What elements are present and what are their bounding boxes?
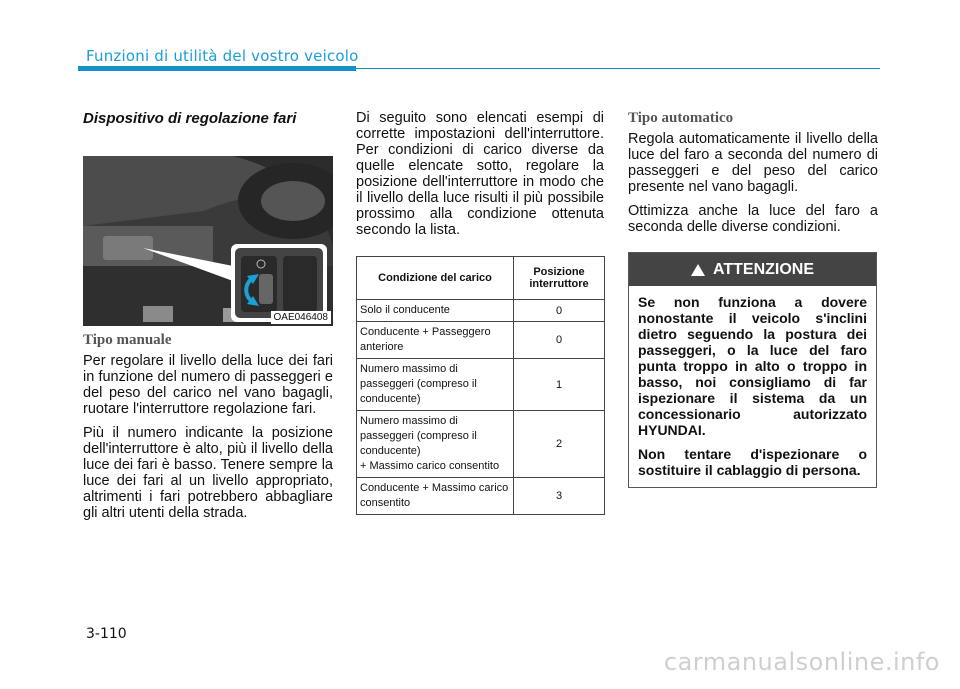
table-cell-position: 0 (514, 322, 605, 359)
intro-paragraph: Di seguito sono elencati esempi di corrette impostazioni dell'interruttore. Per condizioni di carico diverse da quelle elencate sotto, regolare la posizione dell'interruttore in modo che il livello della luce risulti il più possibile prossimo alla condizione ottenuta secondo la lista. (356, 110, 604, 238)
auto-paragraph-2: Ottimizza anche la luce del faro a seconda delle diverse condizioni. (628, 203, 878, 235)
table-cell-condition: Conducente + Massimo carico consentito (357, 478, 514, 515)
auto-paragraph-1: Regola automaticamente il livello della luce del faro a seconda del numero di passeggeri e del peso del carico presente nel vano bagagli. (628, 131, 878, 195)
warning-title: ATTENZIONE (712, 260, 815, 278)
table-row (357, 300, 605, 322)
table-cell-condition: Numero massimo di passeggeri (compreso il conducente) + Massimo carico consentito (357, 411, 514, 478)
section-header-title: Funzioni di utilità del vostro veicolo (86, 47, 359, 65)
manual-paragraph-2: Più il numero indicante la posizione dell'interruttore è alto, più il livello della luce dei fari è basso. Tenere sempre la luce dei fari al un livello appropriato, altrimenti i fari potrebbero abbagliare gli altri utenti della strada. (83, 425, 333, 521)
table-cell-position: 2 (514, 411, 605, 478)
table-row (357, 322, 605, 359)
warning-header (629, 253, 876, 286)
auto-type-heading: Tipo automatico (628, 110, 734, 126)
table-header-condition: Condizione del carico (357, 257, 514, 300)
figure-code: OAE046408 (271, 311, 332, 324)
table-cell-condition: Numero massimo di passeggeri (compreso il conducente) (357, 359, 514, 411)
warning-triangle-icon (691, 264, 705, 276)
left-column (83, 110, 333, 529)
table-cell-condition: Solo il conducente (357, 300, 514, 322)
page-number: 3-110 (86, 626, 127, 642)
header-rule-thin (356, 68, 880, 69)
middle-column (356, 110, 604, 515)
load-condition-table (356, 256, 605, 515)
table-cell-position: 0 (514, 300, 605, 322)
watermark: carmanualsonline.info (663, 648, 940, 676)
section-title: Dispositivo di regolazione fari (83, 110, 297, 127)
table-cell-condition: Conducente + Passeggero anteriore (357, 322, 514, 359)
table-row (357, 478, 605, 515)
manual-type-heading: Tipo manuale (83, 332, 172, 348)
dashboard-illustration (83, 156, 333, 326)
table-cell-position: 1 (514, 359, 605, 411)
table-cell-position: 3 (514, 478, 605, 515)
warning-paragraph-1: Se non funziona a dovere nonostante il veicolo s'inclini dietro seguendo la postura dei passeggeri, o la luce del faro punta troppo in alto o troppo in basso, noi consigliamo di far ispezionare il sistema da un concessionario autorizzato HYUNDAI. (638, 294, 867, 438)
manual-paragraph-1: Per regolare il livello della luce dei fari in funzione del numero di passeggeri e del peso del carico nel vano bagagli, ruotare l'interruttore regolazione fari. (83, 353, 333, 417)
right-column (628, 110, 878, 243)
warning-box (628, 252, 877, 488)
headlamp-switch-figure (83, 156, 333, 326)
header-rule-thick (78, 66, 356, 71)
table-header-position: Posizione interruttore (514, 257, 605, 300)
warning-body (629, 286, 876, 478)
table-header-row (357, 257, 605, 300)
table-row (357, 411, 605, 478)
warning-paragraph-2: Non tentare d'ispezionare o sostituire il cablaggio di persona. (638, 446, 867, 478)
table-row (357, 359, 605, 411)
